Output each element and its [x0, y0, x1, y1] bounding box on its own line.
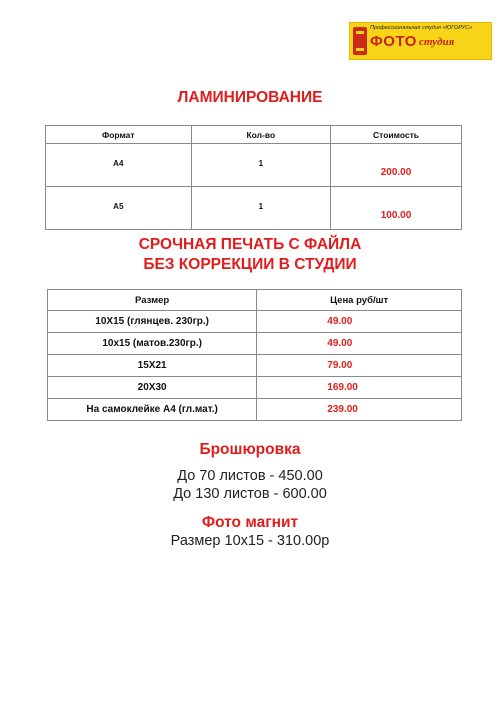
price-cell: 239.00 [257, 399, 462, 421]
magnet-title: Фото магнит [201, 514, 299, 531]
size-cell: 15Х21 [48, 355, 257, 377]
column-header-format: Формат [46, 126, 192, 144]
logo-foto: ФОТО [370, 33, 417, 50]
table-header-row [46, 126, 462, 144]
lamination-table [45, 125, 462, 230]
binding-line-1: До 70 листов - 450.00 [177, 468, 323, 484]
size-cell: 10х15 (матов.230гр.) [48, 333, 257, 355]
urgent-print-title-line2: БЕЗ КОРРЕКЦИИ В СТУДИИ [143, 256, 357, 273]
price-cell: 79.00 [257, 355, 462, 377]
logo-studio: студия [419, 36, 455, 48]
urgent-print-title [0, 235, 500, 275]
size-cell: На самоклейке А4 (гл.мат.) [48, 399, 257, 421]
table-row [48, 333, 462, 355]
logo-tagline: Профессиональная студия «ЮГОРУС» [370, 25, 473, 31]
column-header-price: Цена руб/шт [257, 290, 462, 311]
studio-logo [349, 22, 492, 60]
table-row [46, 144, 462, 187]
price-cell: 169.00 [257, 377, 462, 399]
lamination-title: ЛАМИНИРОВАНИЕ [177, 89, 323, 106]
price-cell: 49.00 [257, 333, 462, 355]
price-cell: 49.00 [257, 311, 462, 333]
size-cell: 10Х15 (глянцев. 230гр.) [48, 311, 257, 333]
price-cell: 200.00 [331, 144, 462, 187]
format-cell: А4 [46, 144, 192, 187]
table-header-row [48, 290, 462, 311]
film-icon [353, 27, 367, 55]
qty-cell: 1 [191, 187, 330, 230]
column-header-qty: Кол-во [191, 126, 330, 144]
table-row [48, 355, 462, 377]
table-row [48, 311, 462, 333]
size-cell: 20Х30 [48, 377, 257, 399]
urgent-print-table [47, 289, 462, 421]
binding-title: Брошюровка [199, 441, 301, 458]
format-cell: А5 [46, 187, 192, 230]
magnet-line-1: Размер 10х15 - 310.00р [170, 533, 330, 549]
column-header-size: Размер [48, 290, 257, 311]
binding-line-2: До 130 листов - 600.00 [173, 486, 327, 502]
price-cell: 100.00 [331, 187, 462, 230]
qty-cell: 1 [191, 144, 330, 187]
table-row [46, 187, 462, 230]
urgent-print-title-line1: СРОЧНАЯ ПЕЧАТЬ С ФАЙЛА [138, 236, 362, 253]
column-header-price: Стоимость [331, 126, 462, 144]
table-row [48, 399, 462, 421]
table-row [48, 377, 462, 399]
